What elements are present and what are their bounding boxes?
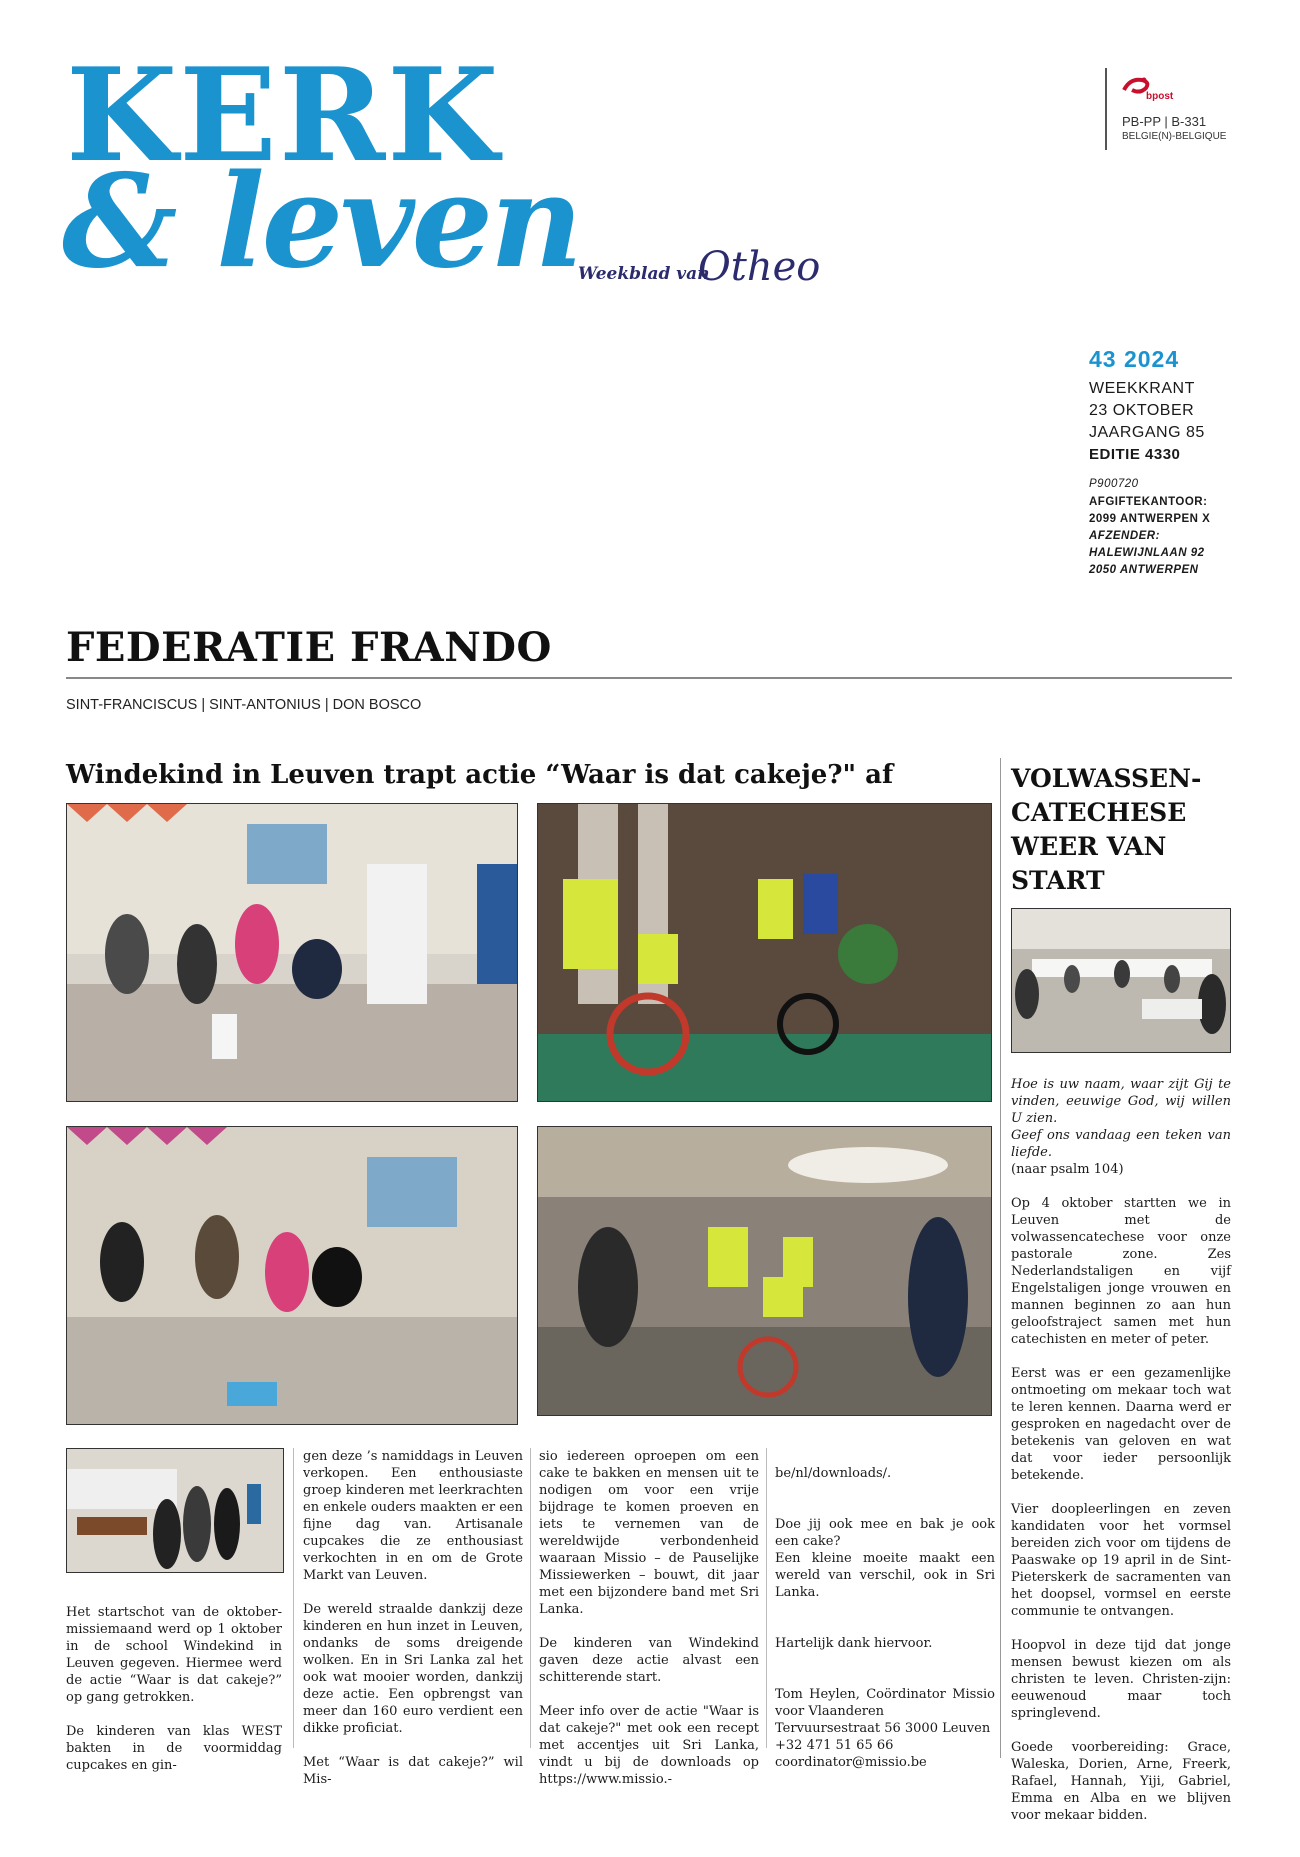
psalm-quote: Hoe is uw naam, waar zijt Gij te vinden, eeuwige God, wij willen U zien. Geef ons vandaag een teken van liefde.	[1011, 1077, 1231, 1160]
otheo-logo: Otheo	[698, 244, 821, 290]
edition-volume: JAARGANG 85	[1089, 424, 1205, 441]
psalm-source: (naar psalm 104)	[1011, 1162, 1124, 1177]
paragraph: gen deze ’s namiddags in Leuven verkopen. Een enthousiaste groep kinderen met leerkrachten en enkele ouders maakten er een fijne dag van. Artisanale cupcakes die ze enthousiast verkochten in en om de Grote Markt van Leuven.	[303, 1449, 523, 1583]
logo-kerk: KERK	[66, 41, 501, 191]
paragraph: De kinderen van klas WEST bakten in de voormiddag cupcakes en gin-	[66, 1724, 282, 1773]
paragraph: Het startschot van de oktober-missiemaand werd op 1 oktober in de school Windekind in Leuven gegeven. Hiermee werd de actie “Waar is dat cakeje?” op gang getrokken.	[66, 1605, 282, 1705]
postage-line2: BELGIE(N)-BELGIQUE	[1122, 131, 1227, 142]
section-rule	[66, 677, 1232, 679]
paragraph: Goede voorbereiding: Grace, Waleska, Dorien, Arne, Freerk, Rafael, Hannah, Yiji, Gabriel, Emma en Alba en we blijven voor mekaar bidden.	[1011, 1740, 1231, 1823]
section-subtitle: SINT-FRANCISCUS | SINT-ANTONIUS | DON BOSCO	[66, 697, 422, 713]
side-article-body	[1011, 1076, 1231, 1841]
photo-children-cupcakes	[66, 1448, 284, 1573]
postage-divider	[1105, 68, 1107, 150]
column-rule	[530, 1448, 531, 1748]
paragraph: Op 4 oktober startten we in Leuven met de volwassencatechese voor onze pastorale zone. Zes Nederlandstaligen en vijf Engelstaligen jonge vrouwen en mannen beginnen zo aan hun geloofstraject samen met hun catechisten en meter of peter.	[1011, 1196, 1231, 1347]
article-column-4	[775, 1448, 995, 1805]
article-column-2	[303, 1448, 523, 1805]
sender-city: 2050 ANTWERPEN	[1089, 564, 1199, 576]
article-column-3	[539, 1448, 759, 1805]
side-headline: VOLWASSEN-CATECHESE WEER VAN START	[1011, 764, 1202, 895]
edition-date: 23 OKTOBER	[1089, 402, 1195, 419]
paragraph: Vier doopleerlingen en zeven kandidaten voor het vormsel bereiden zich voor om tijdens de Paaswake op 19 april in de Sint-Pieterskerk de sacramenten van het doopsel, vormsel en eerste communie te ontvangen.	[1011, 1502, 1231, 1619]
paragraph: Meer info over de actie "Waar is dat cakeje?" met ook een recept met accentjes uit Sri Lanka, vindt u bij de downloads op https://www.missio.-	[539, 1704, 759, 1787]
photo-catechesis-meeting	[1011, 908, 1231, 1053]
photo-classroom-kitchen	[66, 1126, 518, 1425]
paragraph: Doe jij ook mee en bak je ook een cake? Een kleine moeite maakt een wereld van verschil, ook in Sri Lanka.	[775, 1517, 995, 1600]
article-column-1	[66, 1604, 282, 1791]
bpost-brand: bpost	[1146, 91, 1174, 102]
edition-type: WEEKKRANT	[1089, 380, 1195, 397]
logo-leven: & leven	[62, 147, 581, 297]
paragraph: Eerst was er een gezamenlijke ontmoeting om mekaar toch wat te leren kennen. Daarna werd er gesproken en nagedacht over de betekenis van geloven en wat dat voor ieder persoonlijk betekende.	[1011, 1366, 1231, 1483]
photo-wheelchair-group	[537, 803, 992, 1102]
main-headline: Windekind in Leuven trapt actie “Waar is dat cakeje?" af	[66, 760, 894, 790]
paragraph: De kinderen van Windekind gaven deze actie alvast een schitterende start.	[539, 1636, 759, 1685]
column-divider	[1000, 758, 1001, 1758]
paragraph: be/nl/downloads/.	[775, 1466, 892, 1481]
postal-code: P900720	[1089, 478, 1139, 490]
column-rule	[766, 1448, 767, 1748]
office-value: 2099 ANTWERPEN X	[1089, 513, 1211, 525]
photo-classroom-baking	[66, 803, 518, 1102]
photo-market-square	[537, 1126, 992, 1416]
section-title: FEDERATIE FRANDO	[66, 624, 552, 671]
edition-number: EDITIE 4330	[1089, 446, 1181, 463]
postage-line1: PB-PP | B-331	[1122, 114, 1207, 129]
paragraph: De wereld straalde dankzij deze kinderen en hun inzet in Leuven, ondanks de soms dreigende wolken. En in Sri Lanka zal het ook wat mooier worden, dankzij deze actie. Een opbrengst van meer dan 160 euro verdient een dikke proficiat.	[303, 1602, 523, 1736]
sender-label: AFZENDER:	[1089, 530, 1160, 542]
paragraph: Hoopvol in deze tijd dat jonge mensen bewust kiezen om als christen te leven. Christen-zijn: eeuwenoud maar toch springlevend.	[1011, 1638, 1231, 1721]
tagline: Weekblad van	[578, 264, 710, 284]
paragraph: sio iedereen oproepen om een cake te bakken en mensen uit te nodigen om voor een vrije bijdrage te komen proeven en iets te vernemen van de wereldwijde verbondenheid waaraan Missio – de Pauselijke Missiewerken – bouwt, dit jaar met een bijzondere band met Sri Lanka.	[539, 1449, 759, 1617]
paragraph: Met “Waar is dat cakeje?” wil Mis-	[303, 1755, 523, 1787]
office-label: AFGIFTEKANTOOR:	[1089, 496, 1208, 508]
column-rule	[293, 1448, 294, 1748]
sender-street: HALEWIJNLAAN 92	[1089, 547, 1205, 559]
paragraph: Hartelijk dank hiervoor.	[775, 1636, 933, 1651]
paragraph: Tom Heylen, Coördinator Missio voor Vlaanderen Tervuursestraat 56 3000 Leuven +32 471 51 65 66 coordinator@missio.be	[775, 1687, 995, 1770]
issue-number: 43 2024	[1089, 346, 1180, 372]
